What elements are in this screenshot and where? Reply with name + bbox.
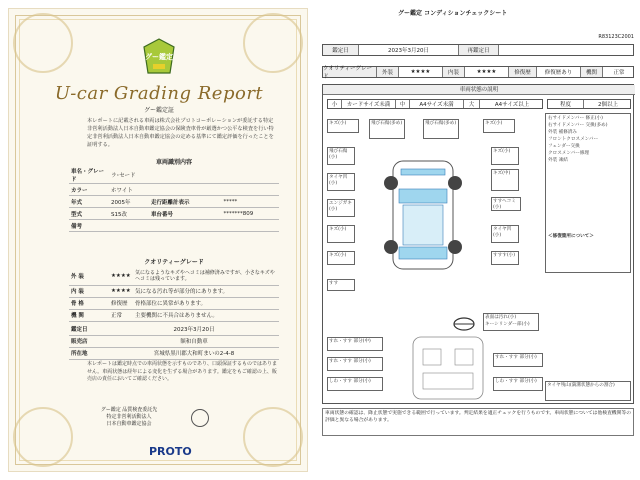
vehicle-state-panel — [322, 84, 634, 404]
size-value: A4サイズ未満 — [410, 100, 464, 108]
damage-note-box — [491, 169, 519, 191]
condition-check-sheet — [318, 8, 636, 472]
interior-note: 表面は汚れ(小) — [485, 315, 517, 320]
proto-logo-text: PROTO — [149, 445, 192, 458]
row-key: 販売店 — [69, 335, 109, 347]
interior-note-box — [493, 353, 543, 367]
size-key: 大 — [464, 100, 480, 108]
row-key: 外 装 — [69, 267, 109, 285]
jaaa-seal-icon — [191, 409, 209, 427]
damage-note: すすヘコミ(小) — [493, 199, 516, 210]
interior-note: すれ・すす 部分(小) — [329, 359, 371, 364]
damage-note-box — [491, 197, 521, 211]
row-value — [109, 220, 279, 232]
star-rating: ★★★★ — [109, 267, 133, 285]
degree-legend — [547, 99, 631, 109]
damage-note-box — [369, 119, 405, 139]
row-value: 宮城県黒川郡大和町まいの2-4-8 — [109, 347, 279, 359]
date-value: 2023年3月20日 — [359, 45, 459, 55]
repair-history-value: 修復歴 — [109, 297, 133, 309]
table-row — [69, 309, 279, 321]
row-key: 走行距離計表示 — [149, 196, 221, 208]
repair-note: 右サイドメンバー 交換(多め) — [548, 123, 608, 128]
car-interior-diagram — [403, 335, 493, 401]
damage-note: エンジガキ(小) — [329, 201, 352, 212]
repair-notes-title: ＜修復箇所について＞ — [548, 234, 594, 239]
row-value: 気になる汚れ等が部分的にあります。 — [133, 285, 279, 297]
damage-note-box — [327, 119, 359, 133]
quality-section-title: クオリティーグレード — [144, 259, 204, 266]
repair-note: フロントクロスメンバー — [548, 137, 599, 142]
damage-note-box — [327, 199, 355, 217]
damage-note-box — [327, 147, 355, 165]
tire-note-box — [545, 381, 631, 401]
interior-note: すれ・すす 部分(中) — [329, 339, 371, 344]
row-value: 骨格部位に異常があります。 — [133, 297, 279, 309]
table-row — [69, 184, 279, 196]
repair-note: 外装 補修済み — [548, 130, 578, 135]
damage-note: 飛び石傷(多め) — [425, 121, 457, 126]
row-key: 所在地 — [69, 347, 109, 359]
row-key: 備考 — [69, 220, 109, 232]
damage-note-box — [423, 119, 459, 139]
car-top-view-diagram — [363, 155, 483, 275]
row-value: 額和自動車 — [109, 335, 279, 347]
damage-note-box — [327, 173, 355, 191]
grade-label: クオリティーグレード — [323, 67, 377, 77]
row-key: 車名・グレード — [69, 167, 109, 184]
damage-note: タイヤ凹(小) — [329, 175, 348, 186]
interior-note: しわ・すす 部分(小) — [329, 379, 371, 384]
appraisal-info-table — [69, 323, 279, 360]
grade-key: 内装 — [443, 67, 465, 77]
association-signature: グー鑑定 品質検査委託先 特定非営利活動法人 日本自動車鑑定協会 — [100, 407, 158, 427]
size-key: 中 — [396, 100, 410, 108]
interior-note-box — [327, 337, 383, 351]
table-row — [69, 267, 279, 285]
state-title: 車両状態の説明 — [323, 85, 635, 95]
damage-note-box — [327, 251, 355, 265]
interior-note-box — [493, 377, 543, 391]
damage-note: キズ(小) — [329, 253, 347, 258]
grade-value: 修復歴あり — [537, 67, 581, 77]
logo-text: グー鑑定 — [145, 53, 173, 61]
size-value: A4サイズ以上 — [494, 102, 530, 108]
grade-key: 機関 — [581, 67, 603, 77]
damage-note: すす — [329, 281, 339, 286]
row-value: 気になるようなキズやヘコミは補修済みですが、小さなキズやヘコミは残っています。 — [133, 267, 279, 285]
grade-value: 正常 — [613, 70, 625, 76]
row-key: カラー — [69, 184, 109, 196]
interior-note: しわ・すす 部分(小) — [495, 379, 537, 384]
size-key: 小 — [328, 100, 342, 108]
size-legend — [327, 99, 543, 109]
interior-note: キーシリンダー部(小) — [485, 322, 530, 327]
table-row — [69, 220, 279, 232]
row-value: 2023年3月20日 — [109, 323, 279, 335]
interior-note-box — [327, 377, 383, 391]
damage-note: 飛び石傷(多め) — [371, 121, 403, 126]
repair-note: フェンダー交換 — [548, 144, 580, 149]
degree-value: 2個以上 — [598, 102, 618, 108]
row-value: S15改 — [109, 208, 149, 220]
date-row — [322, 44, 634, 56]
damage-note: キズ(小) — [485, 121, 503, 126]
date-label: 鑑定日 — [323, 45, 359, 55]
grade-value: ★★★★ — [465, 67, 509, 77]
damage-note-box — [483, 119, 515, 133]
table-row — [69, 323, 279, 335]
table-row — [69, 208, 279, 220]
table-row — [69, 297, 279, 309]
corner-ornament — [13, 407, 73, 467]
sheet-footnote: 車両状態の確認は、降止状態で実施できる範囲で行っています。判定結果を適正チェックを行うものです。車両状態については他検査機関等の評価と異なる場合があります。 — [322, 408, 634, 436]
row-key: 鑑定日 — [69, 323, 109, 335]
repair-note: 外装 凍結 — [548, 158, 568, 163]
degree-key: 程度 — [548, 100, 584, 108]
proto-logo — [149, 445, 192, 458]
recheck-label: 再鑑定日 — [459, 45, 499, 55]
grade-value: ★★★★ — [399, 67, 443, 77]
row-key: 機 関 — [69, 309, 109, 321]
certificate-disclaimer: 本レポートは鑑定時点での車両状態を示すものであり、口頭保証するものではありません。車両状態は経年による変化を生ずる場合があります。鑑定をもご確認の上、販売店の責任においてご確認ください。 — [87, 361, 278, 382]
row-value: ***** — [221, 196, 279, 208]
row-key: 内 装 — [69, 285, 109, 297]
row-key: 型式 — [69, 208, 109, 220]
interior-note: すれ・すす 部分(小) — [495, 355, 537, 360]
table-row — [69, 285, 279, 297]
certificate-title: U-car Grading Report — [54, 83, 264, 104]
grade-row — [322, 66, 634, 78]
vehicle-section-title: 車両識別内容 — [155, 159, 192, 166]
damage-note-box — [491, 225, 519, 243]
damage-note: キズ(中) — [493, 171, 511, 176]
vehicle-info-table — [69, 167, 279, 232]
table-row — [69, 335, 279, 347]
corner-ornament — [243, 13, 303, 73]
table-row — [69, 347, 279, 359]
repair-note: 右サイドメンバー 修正(小) — [548, 116, 603, 121]
damage-note-box — [327, 225, 355, 243]
engine-value: 正常 — [109, 309, 133, 321]
row-key: 車台番号 — [149, 208, 221, 220]
interior-note-box — [483, 313, 539, 331]
interior-note-box — [327, 357, 383, 371]
row-key: 年式 — [69, 196, 109, 208]
damage-note-box — [327, 279, 355, 291]
star-rating: ★★★★ — [109, 285, 133, 297]
damage-note: すすす(小) — [493, 253, 516, 258]
row-value: 2005年 — [109, 196, 149, 208]
sheet-title: グー鑑定 コンディションチェックシート — [398, 10, 508, 17]
steering-wheel-icon — [453, 317, 475, 331]
quality-grade-table — [69, 267, 279, 322]
certificate-subtitle: グー鑑定証 — [143, 107, 174, 114]
row-value: ラ･セード — [109, 167, 279, 184]
size-value: カードサイズ未満 — [342, 100, 396, 108]
row-value: 主要機関に不具合はありません。 — [133, 309, 279, 321]
sheet-code: R83123C2001 — [598, 34, 634, 40]
corner-ornament — [13, 13, 73, 73]
row-key: 骨 格 — [69, 297, 109, 309]
damage-note: キズ(小) — [329, 227, 347, 232]
table-row — [69, 196, 279, 208]
grade-key: 修復歴 — [509, 67, 537, 77]
row-value: ホワイト — [109, 184, 279, 196]
goo-appraisal-logo — [142, 37, 176, 77]
tire-note: タイヤ残山(満溝状態からの割合) — [547, 383, 615, 388]
grade-key: 外装 — [377, 67, 399, 77]
damage-note-box — [491, 251, 519, 265]
repair-note: クロスメンバー修理 — [548, 151, 590, 156]
certificate-statement: 本レポートに記載される車両は株式会社プロトコーポレーションが委託する特定非営利活動法人日本自動車鑑定協会の保険査車骨が厳選かつ公平な検査を行い特定非営利活動法人日本自動車鑑定協会の定める基準にて鑑定評価を行ったことを証明する。 — [87, 118, 274, 148]
damage-note: タイヤ凹(小) — [493, 227, 512, 238]
corner-ornament — [243, 407, 303, 467]
damage-note: キズ(小) — [493, 149, 511, 154]
repair-notes-box — [545, 113, 631, 273]
damage-note: 飛び石傷(小) — [329, 149, 348, 160]
damage-note-box — [491, 147, 519, 165]
table-row — [69, 167, 279, 184]
damage-note: キズ(小) — [329, 121, 347, 126]
row-value: *******809 — [221, 208, 279, 220]
grading-certificate — [8, 8, 308, 472]
